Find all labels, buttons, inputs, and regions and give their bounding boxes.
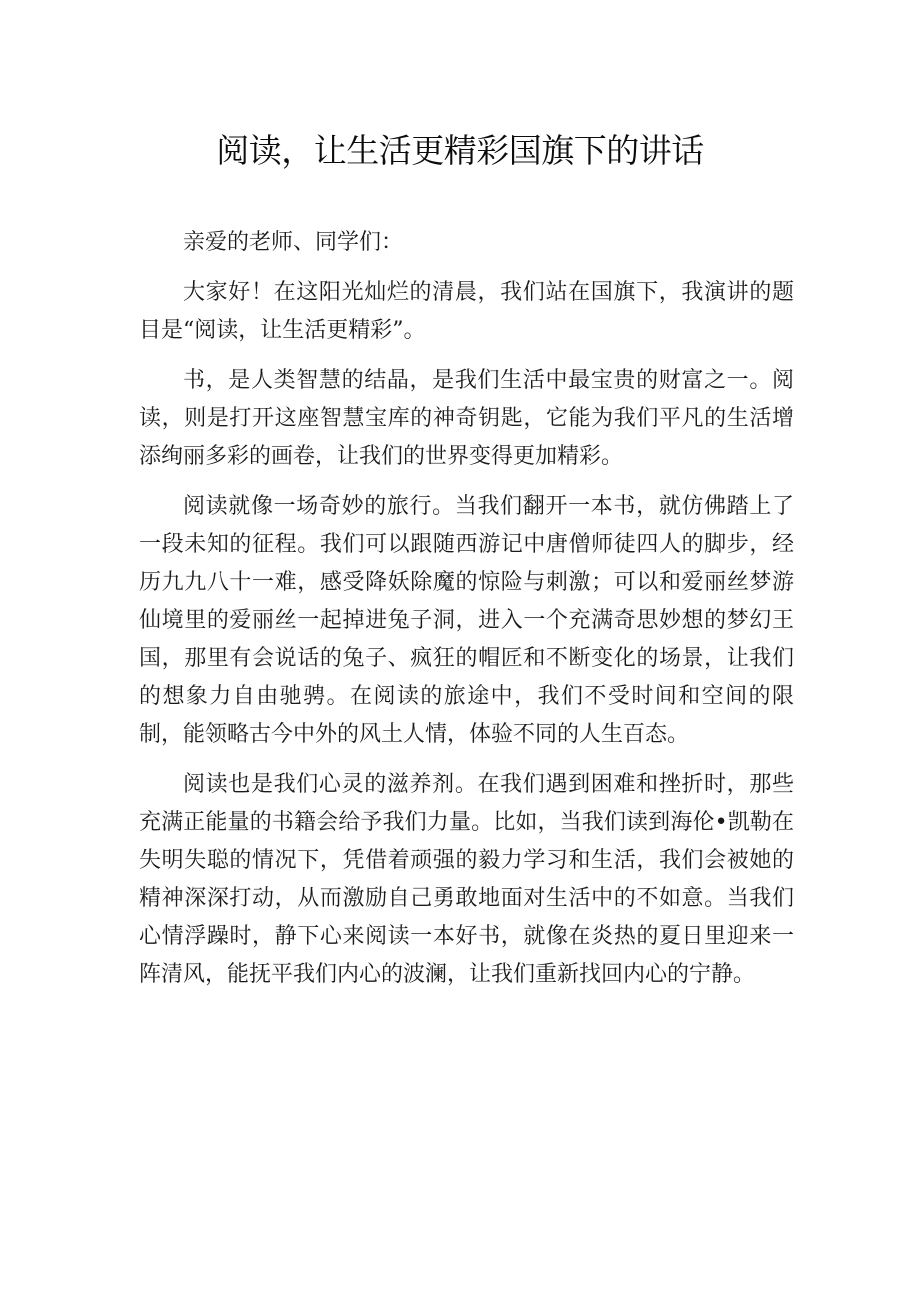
document-title: 阅读，让生活更精彩国旗下的讲话 <box>216 131 704 170</box>
greeting-paragraph: 大家好！在这阳光灿烂的清晨，我们站在国旗下，我演讲的题目是“阅读，让生活更精彩”。 <box>139 280 794 343</box>
body-paragraph-nourishment: 阅读也是我们心灵的滋养剂。在我们遇到困难和挫折时，那些充满正能量的书籍会给予我们力量。比如，当我们读到海伦•凯勒在失明失聪的情况下，凭借着顽强的毅力学习和生活，我们会被她的精神深深打动，从而激励自己勇敢地面对生活中的不如意。当我们心情浮躁时，静下心来阅读一本好书，就像在炎热的夏日里迎来一阵清风，能抚平我们内心的波澜，让我们重新找回内心的宁静。 <box>139 772 794 987</box>
body-paragraph-books: 书，是人类智慧的结晶，是我们生活中最宝贵的财富之一。阅读，则是打开这座智慧宝库的神奇钥匙，它能为我们平凡的生活增添绚丽多彩的画卷，让我们的世界变得更加精彩。 <box>139 368 794 469</box>
body-paragraph-journey: 阅读就像一场奇妙的旅行。当我们翻开一本书，就仿佛踏上了一段未知的征程。我们可以跟随西游记中唐僧师徒四人的脚步，经历九九八十一难，感受降妖除魔的惊险与刺激；可以和爱丽丝梦游仙境里的爱丽丝一起掉进兔子洞，进入一个充满奇思妙想的梦幻王国，那里有会说话的兔子、疯狂的帽匠和不断变化的场景，让我们的想象力自由驰骋。在阅读的旅途中，我们不受时间和空间的限制，能领略古今中外的风土人情，体验不同的人生百态。 <box>139 494 794 747</box>
salutation-paragraph: 亲爱的老师、同学们： <box>183 230 404 255</box>
document-body <box>139 224 794 1006</box>
